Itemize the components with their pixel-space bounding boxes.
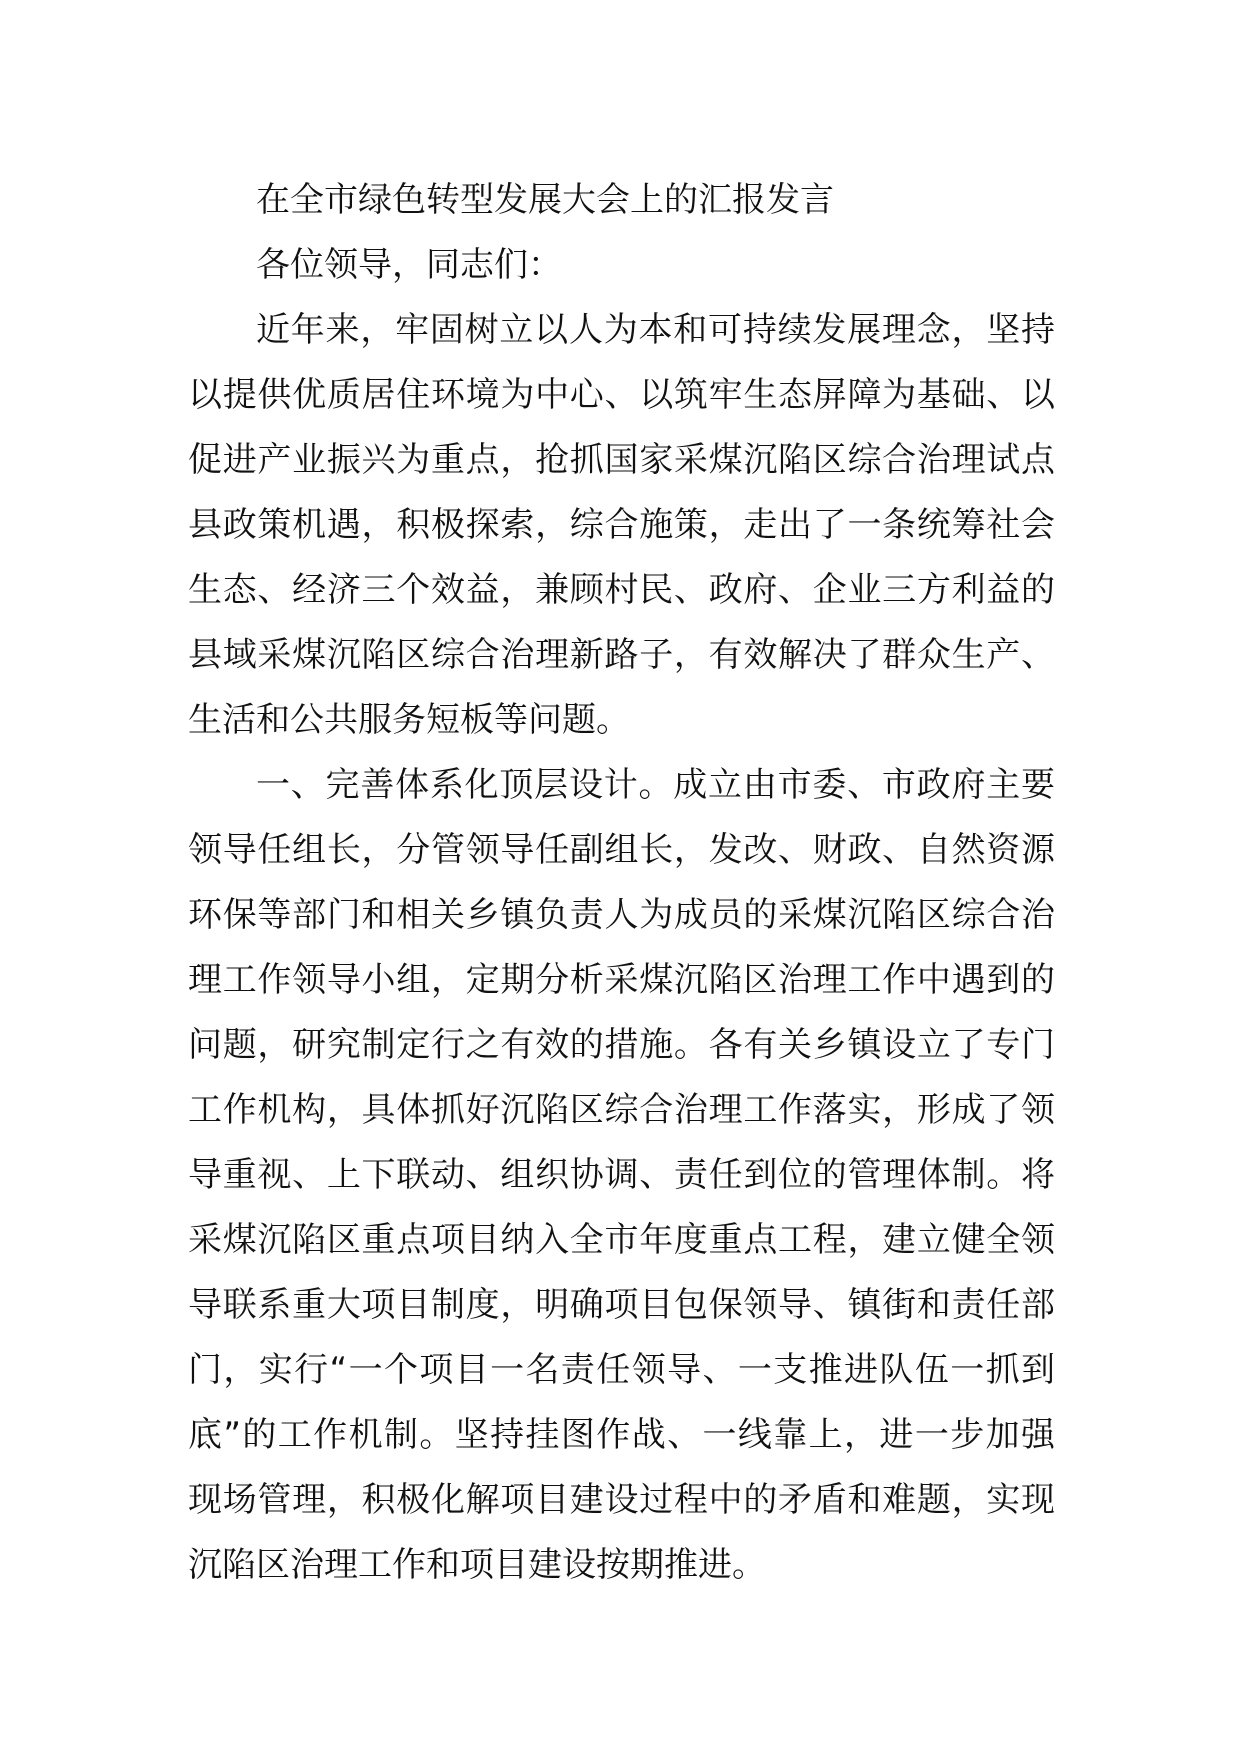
paragraph-section-one: 一、完善体系化顶层设计。成立由市委、市政府主要领导任组长，分管领导任副组长，发改、财政、自然资源环保等部门和相关乡镇负责人为成员的采煤沉陷区综合治理工作领导小组，定期分析采煤沉陷区治理工作中遇到的问题，研究制定行之有效的措施。各有关乡镇设立了专门工作机构，具体抓好沉陷区综合治理工作落实，形成了领导重视、上下联动、组织协调、责任到位的管理体制。将采煤沉陷区重点项目纳入全市年度重点工程，建立健全领导联系重大项目制度，明确项目包保领导、镇街和责任部门，实行“一个项目一名责任领导、一支推进队伍一抓到底”的工作机制。坚持挂图作战、一线靠上，进一步加强现场管理，积极化解项目建设过程中的矛盾和难题，实现沉陷区治理工作和项目建设按期推进。 <box>188 765 1055 1585</box>
salutation: 各位领导，同志们： <box>256 245 562 285</box>
paragraph-intro: 近年来，牢固树立以人为本和可持续发展理念，坚持以提供优质居住环境为中心、以筑牢生态屏障为基础、以促进产业振兴为重点，抢抓国家采煤沉陷区综合治理试点县政策机遇，积极探索，综合施策，走出了一条统筹社会生态、经济三个效益，兼顾村民、政府、企业三方利益的县域采煤沉陷区综合治理新路子，有效解决了群众生产、生活和公共服务短板等问题。 <box>188 310 1055 740</box>
document-title: 在全市绿色转型发展大会上的汇报发言 <box>256 180 834 220</box>
